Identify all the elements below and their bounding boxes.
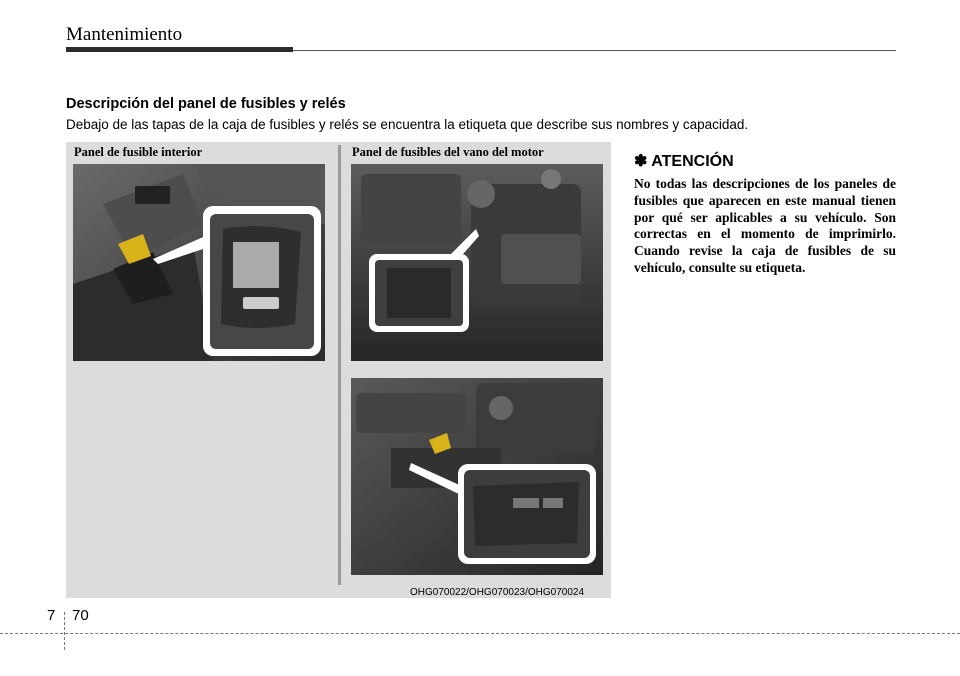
attention-title-label: ATENCIÓN <box>651 153 734 170</box>
page-header-title: Mantenimiento <box>66 24 183 45</box>
figure-codes: OHG070022/OHG070023/OHG070024 <box>410 587 584 598</box>
attention-body: No todas las descripciones de los paneles de fusibles que aparecen en este manual tienen por qué ser aplicables a su vehículo. Son correctas en el momento de imprimirlo. Cuando revise la caja de fusibles de su vehículo, consulte su etiqueta. <box>634 176 896 275</box>
header-rule-thick <box>66 47 293 52</box>
caption-interior-fuse-panel: Panel de fusible interior <box>74 145 203 159</box>
attention-title <box>634 151 734 171</box>
attention-asterisk-icon: ✽ <box>634 153 648 170</box>
engine-fuse-panel-photo-bottom <box>351 378 603 575</box>
section-description: Debajo de las tapas de la caja de fusibles y relés se encuentra la etiqueta que describe sus nombres y capacidad. <box>66 117 749 132</box>
footer-vertical-line <box>64 612 65 650</box>
caption-engine-fuse-panel: Panel de fusibles del vano del motor <box>352 145 544 159</box>
engine-fuse-panel-photo-top <box>351 164 603 361</box>
footer-dashed-line <box>0 633 960 634</box>
section-title: Descripción del panel de fusibles y relés <box>66 96 346 112</box>
figure-divider <box>338 145 341 585</box>
interior-fuse-panel-photo <box>73 164 325 361</box>
header-rule-thin <box>293 50 896 51</box>
page-number: 70 <box>72 607 89 624</box>
chapter-number: 7 <box>47 607 56 624</box>
